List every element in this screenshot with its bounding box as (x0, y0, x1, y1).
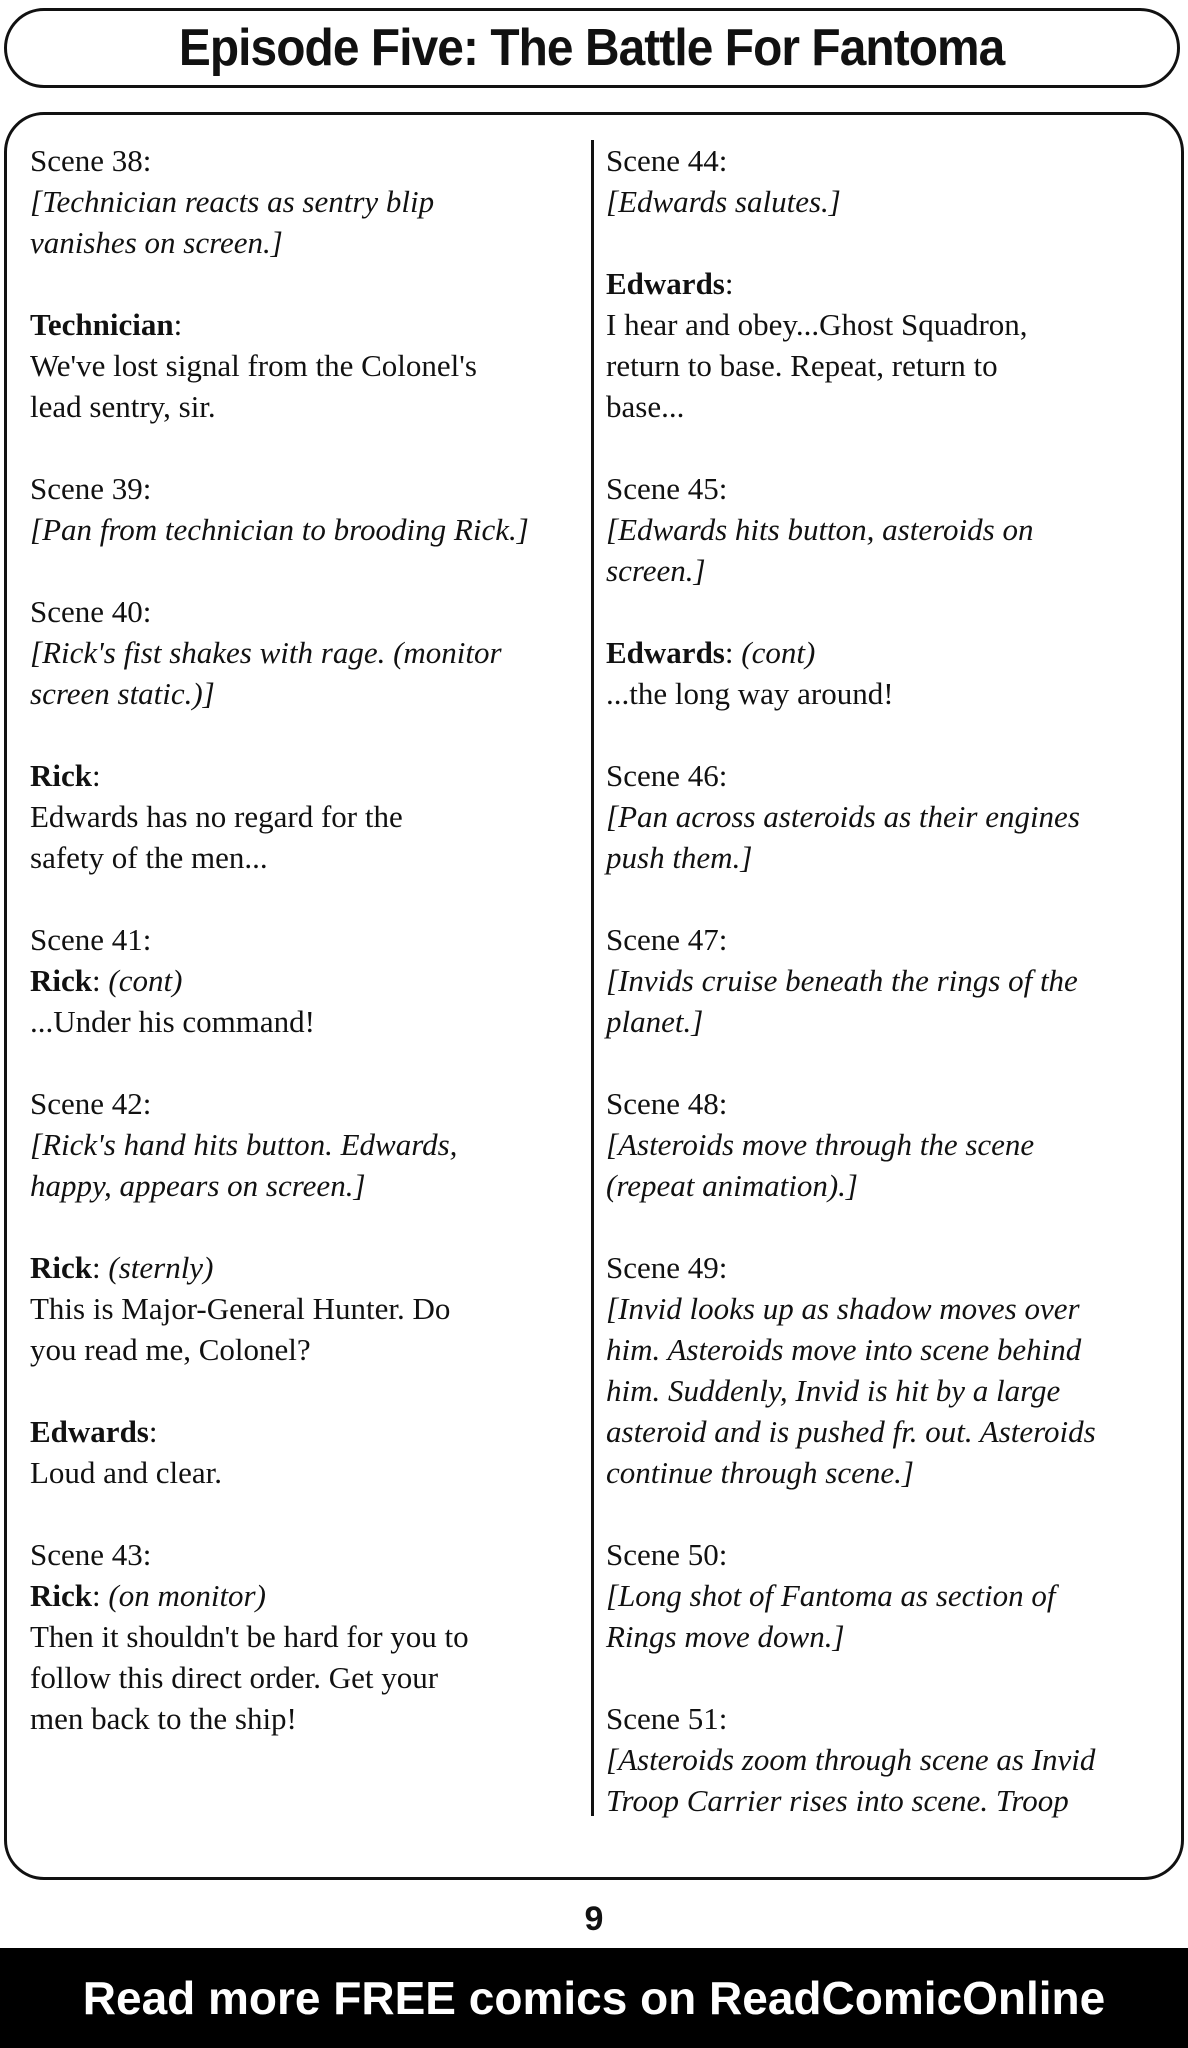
speaker-name: Rick (30, 963, 92, 998)
dialogue-line: Loud and clear. (30, 1455, 222, 1490)
speaker-name: Edwards (606, 635, 725, 670)
speaker-name: Rick (30, 1578, 92, 1613)
stage-direction: [Asteroids move through the scene (606, 1127, 1035, 1162)
stage-direction: him. Suddenly, Invid is hit by a large (606, 1373, 1061, 1408)
dialogue-edwards: Edwards: I hear and obey...Ghost Squadron, return to base. Repeat, return to base... (606, 263, 1166, 427)
right-column (606, 140, 1166, 1862)
scene-43: Scene 43: Rick: (on monitor) Then it shouldn't be hard for you to follow this direct order. Get your men back to the ship! (30, 1534, 586, 1739)
dialogue-line: base... (606, 389, 685, 424)
left-column (30, 140, 586, 1780)
stage-direction: [Invid looks up as shadow moves over (606, 1291, 1080, 1326)
stage-direction: [Pan across asteroids as their engines (606, 799, 1080, 834)
dialogue-technician: Technician: We've lost signal from the Colonel's lead sentry, sir. (30, 304, 586, 427)
dialogue-line: This is Major-General Hunter. Do (30, 1291, 451, 1326)
column-divider (591, 140, 594, 1816)
scene-41: Scene 41: Rick: (cont) ...Under his command! (30, 919, 586, 1042)
stage-direction: [Rick's fist shakes with rage. (monitor (30, 635, 502, 670)
dialogue-line: return to base. Repeat, return to (606, 348, 998, 383)
dialogue-line: follow this direct order. Get your (30, 1660, 439, 1695)
stage-direction: continue through scene.] (606, 1455, 914, 1490)
scene-46 (606, 755, 1166, 878)
dialogue-line: Edwards has no regard for the (30, 799, 403, 834)
scene-heading: Scene 41: (30, 922, 152, 957)
scene-heading: Scene 38: (30, 143, 152, 178)
stage-direction: [Invids cruise beneath the rings of the (606, 963, 1078, 998)
speaker-name: Technician (30, 307, 174, 342)
speaker-name: Edwards (30, 1414, 149, 1449)
stage-direction: [Edwards salutes.] (606, 184, 841, 219)
stage-direction: [Technician reacts as sentry blip (30, 184, 435, 219)
speaker-name: Rick (30, 1250, 92, 1285)
episode-title-box (4, 8, 1180, 88)
scene-50 (606, 1534, 1166, 1657)
dialogue-line: you read me, Colonel? (30, 1332, 311, 1367)
stage-direction: planet.] (606, 1004, 704, 1039)
stage-direction: push them.] (606, 840, 753, 875)
scene-heading: Scene 39: (30, 471, 152, 506)
dialogue-edwards: Edwards: (cont) ...the long way around! (606, 632, 1166, 714)
scene-38 (30, 140, 586, 263)
stage-direction: [Pan from technician to brooding Rick.] (30, 512, 529, 547)
promo-banner[interactable] (0, 1948, 1188, 2048)
scene-heading: Scene 44: (606, 143, 728, 178)
stage-direction: screen static.)] (30, 676, 215, 711)
scene-39 (30, 468, 586, 550)
speaker-note: (cont) (108, 963, 183, 998)
dialogue-line: lead sentry, sir. (30, 389, 216, 424)
dialogue-line: men back to the ship! (30, 1701, 297, 1736)
dialogue-edwards: Edwards: Loud and clear. (30, 1411, 586, 1493)
stage-direction: vanishes on screen.] (30, 225, 283, 260)
stage-direction: (repeat animation).] (606, 1168, 858, 1203)
stage-direction: [Long shot of Fantoma as section of (606, 1578, 1056, 1613)
dialogue-line: I hear and obey...Ghost Squadron, (606, 307, 1028, 342)
scene-51 (606, 1698, 1166, 1821)
stage-direction: Rings move down.] (606, 1619, 845, 1654)
speaker-note: (cont) (741, 635, 816, 670)
stage-direction: screen.] (606, 553, 706, 588)
scene-heading: Scene 50: (606, 1537, 728, 1572)
scene-heading: Scene 46: (606, 758, 728, 793)
scene-44 (606, 140, 1166, 222)
scene-heading: Scene 51: (606, 1701, 728, 1736)
dialogue-rick: Rick: (sternly) This is Major-General Hunter. Do you read me, Colonel? (30, 1247, 586, 1370)
scene-49 (606, 1247, 1166, 1493)
dialogue-line: safety of the men... (30, 840, 268, 875)
dialogue-line: We've lost signal from the Colonel's (30, 348, 477, 383)
stage-direction: him. Asteroids move into scene behind (606, 1332, 1082, 1367)
speaker-name: Edwards (606, 266, 725, 301)
scene-heading: Scene 48: (606, 1086, 728, 1121)
stage-direction: asteroid and is pushed fr. out. Asteroids (606, 1414, 1096, 1449)
scene-45 (606, 468, 1166, 591)
scene-40 (30, 591, 586, 714)
speaker-name: Rick (30, 758, 92, 793)
page-number: 9 (584, 1900, 604, 1938)
scene-heading: Scene 42: (30, 1086, 152, 1121)
promo-banner-text[interactable]: Read more FREE comics on ReadComicOnline (82, 1972, 1106, 2024)
scene-heading: Scene 43: (30, 1537, 152, 1572)
scene-47 (606, 919, 1166, 1042)
stage-direction: [Edwards hits button, asteroids on (606, 512, 1034, 547)
scene-heading: Scene 40: (30, 594, 152, 629)
episode-title: Episode Five: The Battle For Fantoma (179, 19, 1005, 77)
scene-heading: Scene 47: (606, 922, 728, 957)
scene-heading: Scene 45: (606, 471, 728, 506)
dialogue-rick: Rick: Edwards has no regard for the safety of the men... (30, 755, 586, 878)
dialogue-line: ...the long way around! (606, 676, 894, 711)
dialogue-line: ...Under his command! (30, 1004, 315, 1039)
speaker-note: (sternly) (108, 1250, 214, 1285)
stage-direction: [Asteroids zoom through scene as Invid (606, 1742, 1096, 1777)
scene-42 (30, 1083, 586, 1206)
stage-direction: [Rick's hand hits button. Edwards, (30, 1127, 458, 1162)
scene-48 (606, 1083, 1166, 1206)
stage-direction: happy, appears on screen.] (30, 1168, 366, 1203)
scene-heading: Scene 49: (606, 1250, 728, 1285)
speaker-note: (on monitor) (108, 1578, 266, 1613)
stage-direction: Troop Carrier rises into scene. Troop (606, 1783, 1069, 1818)
dialogue-line: Then it shouldn't be hard for you to (30, 1619, 469, 1654)
